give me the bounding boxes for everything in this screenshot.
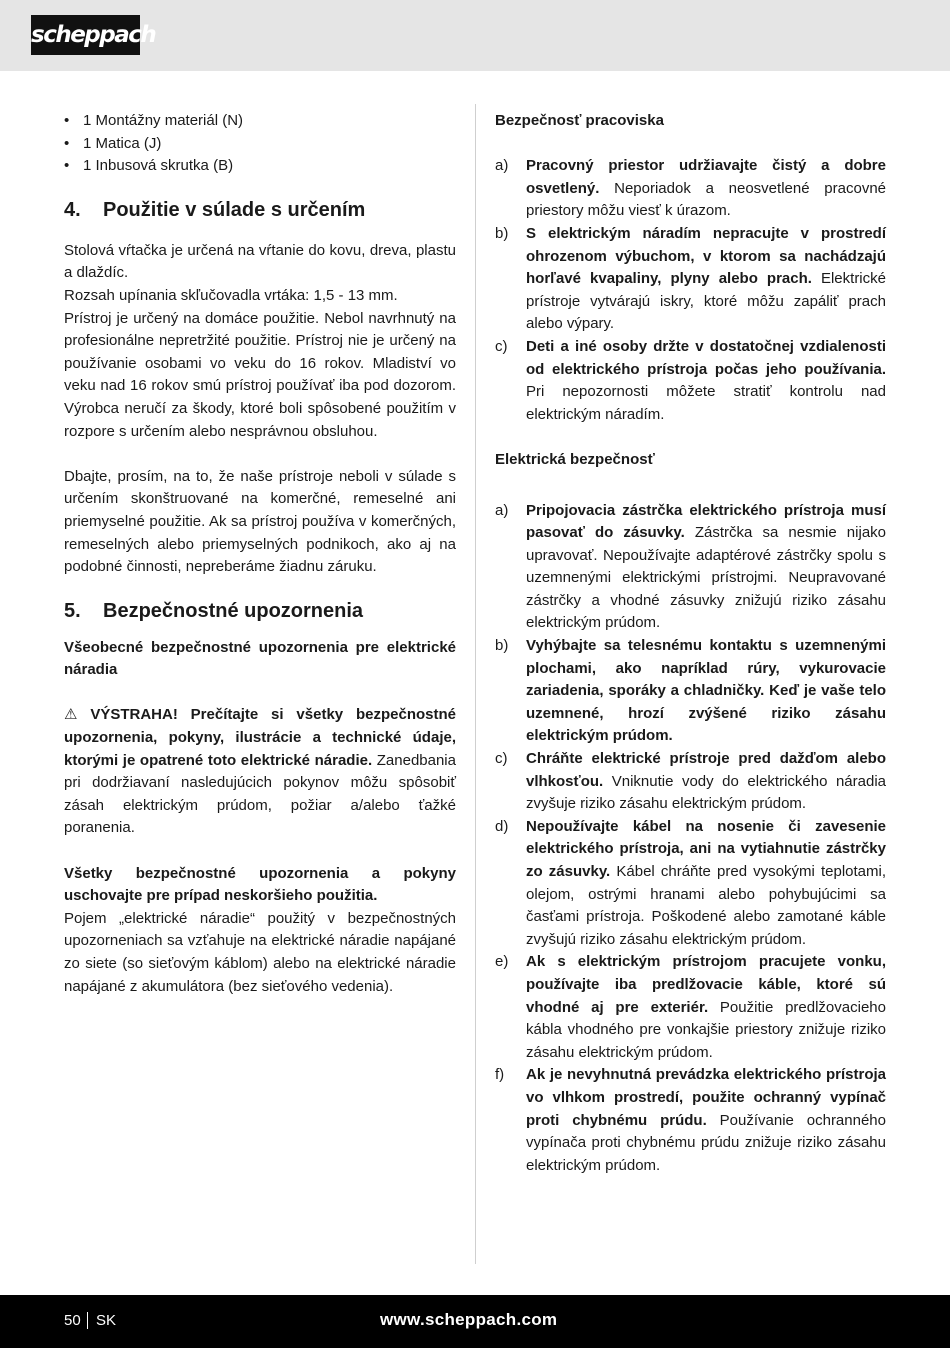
workplace-list [495, 155, 886, 426]
footer-separator [87, 1312, 88, 1329]
paragraph: Rozsah upínania skľučovadla vrtáka: 1,5 - 13 mm. [64, 286, 398, 304]
paragraph: Dbajte, prosím, na to, že naše prístroje neboli v súlade s určením skonštruované na komerčné, remeselné ani priemyselné použitie. Ak sa prístroj používa v komerčných, remeselných alebo priemyselných podnikoch, ako aj na podobné činnosti, nepreberáme žiadnu záruku. [64, 467, 456, 576]
right-column [495, 110, 886, 1177]
page-number: 50 [64, 1312, 81, 1329]
left-column [64, 110, 456, 998]
list-item: c) Chráňte elektrické prístroje pred dažďom alebo vlhkosťou. Vniknutie vody do elektrického náradia zvyšuje riziko zásahu elektrickým prúdom. [495, 750, 886, 813]
list-item: d) Nepoužívajte kábel na nosenie či zavesenie elektrického prístroja, ani na vytiahnutie zástrčky zo zásuvky. Kábel chráňte pred vysokými teplotami, olejom, ostrými hranami alebo pohybujúcimi sa časťami prístroja. Poškodené alebo zamotané káble zvyšujú riziko zásahu elektrickým prúdom. [495, 817, 887, 948]
list-item: • 1 Matica (J) [64, 133, 456, 156]
subheading: Všeobecné bezpečnostné upozornenia pre elektrické náradia [64, 638, 456, 679]
brand-logo: scheppach [31, 15, 140, 55]
list-item: • 1 Inbusová skrutka (B) [64, 155, 456, 178]
page-header [0, 0, 950, 71]
paragraph: Stolová vŕtačka je určená na vŕtanie do kovu, dreva, plastu a dlaždíc. [64, 241, 456, 282]
list-item: e) Ak s elektrickým prístrojom pracujete vonku, používajte iba predlžovacie káble, ktoré sú vhodné aj pre exteriér. Použitie predlžovacieho kábla vhodného pre vonkajšie priestory znižuje riziko zásahu elektrickým prúdom. [495, 953, 886, 1061]
electrical-heading: Elektrická bezpečnosť [495, 450, 655, 468]
electrical-list [495, 500, 886, 1178]
list-item: a) Pripojovacia zástrčka elektrického prístroja musí pasovať do zásuvky. Zástrčka sa nesmie nijako upravovať. Nepoužívajte adaptérové zástrčky spolu s uzemnenými elektrickými prístrojmi. Neupravované zástrčky a vhodné zásuvky znižujú riziko zásahu elektrickým prúdom. [495, 501, 887, 632]
list-item: • 1 Montážny materiál (N) [64, 110, 456, 133]
language-code: SK [96, 1312, 117, 1329]
section-4-heading: 4. Použitie v súlade s určením [64, 198, 366, 221]
paragraph: Prístroj je určený na domáce použitie. Nebol navrhnutý na profesionálne nepretržité použitie. Prístroj nie je určený na používanie osobami vo veku do 16 rokov. Mladiství vo veku nad 16 rokov smú prístroj používať iba pod dozorom. Výrobca neručí za škody, ktoré boli spôsobené použitím v rozpore s určením alebo nesprávnou obsluhou. [64, 309, 456, 440]
list-item: b) S elektrickým náradím nepracujte v prostredí ohrozenom výbuchom, v ktorom sa nachádzajú horľavé kvapaliny, plyny alebo prach. Elektrické prístroje vytvárajú iskry, ktoré môžu zapáliť prach alebo výpary. [495, 224, 886, 333]
section-5-heading: 5. Bezpečnostné upozornenia [64, 599, 364, 622]
warning-paragraph: ⚠ VÝSTRAHA! Prečítajte si všetky bezpečnostné upozornenia, pokyny, ilustrácie a technické údaje, ktorými je opatrené toto elektrické náradie. Zanedbania pri dodržiavaní nasledujúcich pokynov môžu spôsobiť zásah elektrickým prúdom, požiar a/alebo ťažké poranenia. [64, 706, 456, 837]
keep-instructions: Všetky bezpečnostné upozornenia a pokyny uschovajte pre prípad neskoršieho použitia. [64, 864, 456, 905]
workplace-heading: Bezpečnosť pracoviska [495, 112, 664, 129]
list-item: c) Deti a iné osoby držte v dostatočnej vzdialenosti od elektrického prístroja počas jeho používania. Pri nepozornosti môžete stratiť kontrolu nad elektrickým náradím. [495, 337, 886, 423]
column-divider [475, 104, 476, 1264]
list-item: f) Ak je nevyhnutná prevádzka elektrického prístroja vo vlhkom prostredí, použite ochranný vypínač proti chybnému prúdu. Používanie ochranného vypínača proti chybnému prúdu znižuje riziko zásahu elektrickým prúdom. [495, 1066, 886, 1174]
warning-icon: ⚠ [64, 706, 78, 724]
parts-list [64, 110, 456, 178]
website-link[interactable]: www.scheppach.com [380, 1310, 558, 1329]
list-item: a) Pracovný priestor udržiavajte čistý a dobre osvetlený. Neporiadok a neosvetlené pracovné priestory môžu viesť k úrazom. [495, 157, 886, 220]
page-footer [0, 1295, 950, 1348]
paragraph: Pojem „elektrické náradie“ použitý v bezpečnostných upozorneniach sa vzťahuje na elektrické náradie napájané zo siete (so sieťovým káblom) alebo na elektrické náradie napájané z akumulátora (bez sieťového vedenia). [64, 909, 456, 995]
list-item: b) Vyhýbajte sa telesnému kontaktu s uzemnenými plochami, ako napríklad rúry, vykurovacie zariadenia, sporáky a chladničky. Keď je vaše telo uzemnené, hrozí zvýšené riziko zásahu elektrickým prúdom. [495, 637, 886, 745]
